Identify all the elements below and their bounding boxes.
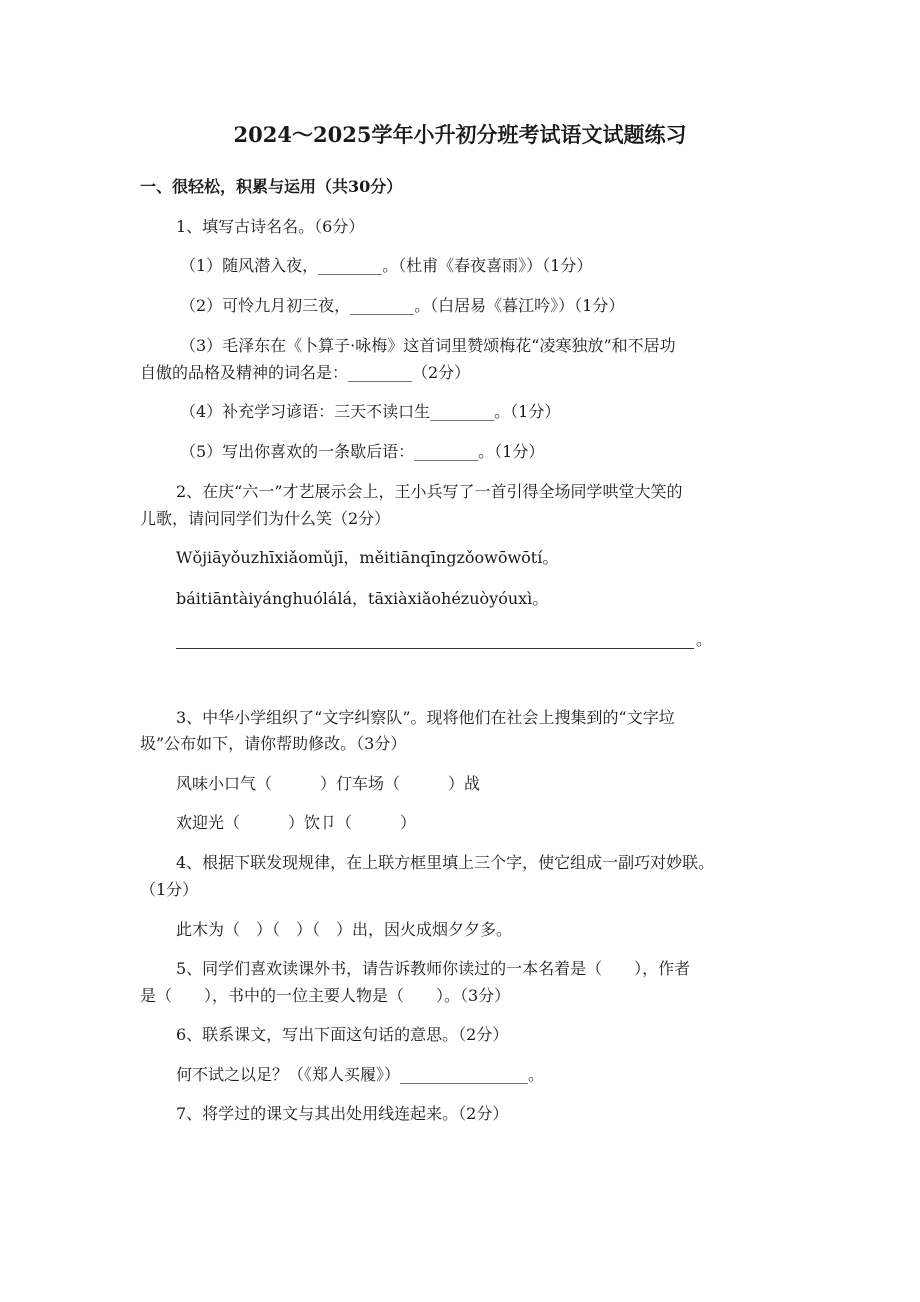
question-6-stem: 6、联系课文，写出下面这句话的意思。（2分）	[176, 1025, 509, 1044]
question-4-stem-line-1: 4、根据下联发现规律，在上联方框里填上三个字，使它组成一副巧对妙联。	[176, 853, 715, 872]
question-5-stem-line-1: 5、同学们喜欢读课外书，请告诉教师你读过的一本名着是（ ），作者	[176, 959, 691, 978]
question-1-item-3-line-1: （3）毛泽东在《卜算子·咏梅》这首词里赞颂梅花“凌寒独放”和不居功	[180, 336, 676, 355]
answer-line	[176, 648, 694, 649]
question-1-stem: 1、填写古诗名名。（6分）	[176, 217, 365, 236]
question-3-stem-line-2: 圾”公布如下，请你帮助修改。（3分）	[140, 734, 407, 753]
question-2-stem-line-2: 儿歌，请问同学们为什么笑（2分）	[140, 509, 391, 528]
question-1-item-5: （5）写出你喜欢的一条歇后语：________。（1分）	[180, 442, 545, 461]
document-title: 2024～2025学年小升初分班考试语文试题练习	[233, 122, 687, 147]
question-1-item-4: （4）补充学习谚语：三天不读口生________。（1分）	[180, 402, 561, 421]
question-2-stem-line-1: 2、在庆“六一”才艺展示会上，王小兵写了一首引得全场同学哄堂大笑的	[176, 482, 683, 501]
question-1-item-1: （1）随风潜入夜，________。（杜甫《春夜喜雨》）（1分）	[180, 256, 593, 275]
question-3-stem-line-1: 3、中华小学组织了“文字纠察队”。现将他们在社会上搜集到的“文字垃	[176, 708, 675, 727]
question-7-stem: 7、将学过的课文与其出处用线连起来。（2分）	[176, 1104, 509, 1123]
question-4-stem-line-2: （1分）	[140, 880, 199, 899]
question-5-stem-line-2: 是（ ），书中的一位主要人物是（ ）。（3分）	[140, 986, 511, 1005]
question-4-couplet: 此木为（ ）（ ）（ ）出，因火成烟夕夕多。	[176, 920, 513, 939]
question-3-row-1: 风味小口气（ ）仃车场（ ）战	[176, 774, 481, 793]
question-3-row-2: 欢迎光（ ）饮卩（ ）	[176, 813, 417, 832]
section-heading: 一、很轻松，积累与运用（共30分）	[140, 177, 403, 196]
answer-line-end: 。	[696, 630, 713, 649]
pinyin-line-1: Wǒjiāyǒuzhīxiǎomǔjī，měitiānqīngzǒowōwōtí。	[176, 548, 559, 567]
pinyin-line-2: báitiāntàiyánghuólálá，tāxiàxiǎohézuòyóuxì。	[176, 589, 549, 608]
question-6-sentence: 何不试之以足？（《郑人买履》）________________。	[176, 1065, 545, 1084]
question-1-item-3-line-2: 自傲的品格及精神的词名是：________（2分）	[140, 363, 471, 382]
question-1-item-2: （2）可怜九月初三夜，________。（白居易《暮江吟》）（1分）	[180, 296, 625, 315]
